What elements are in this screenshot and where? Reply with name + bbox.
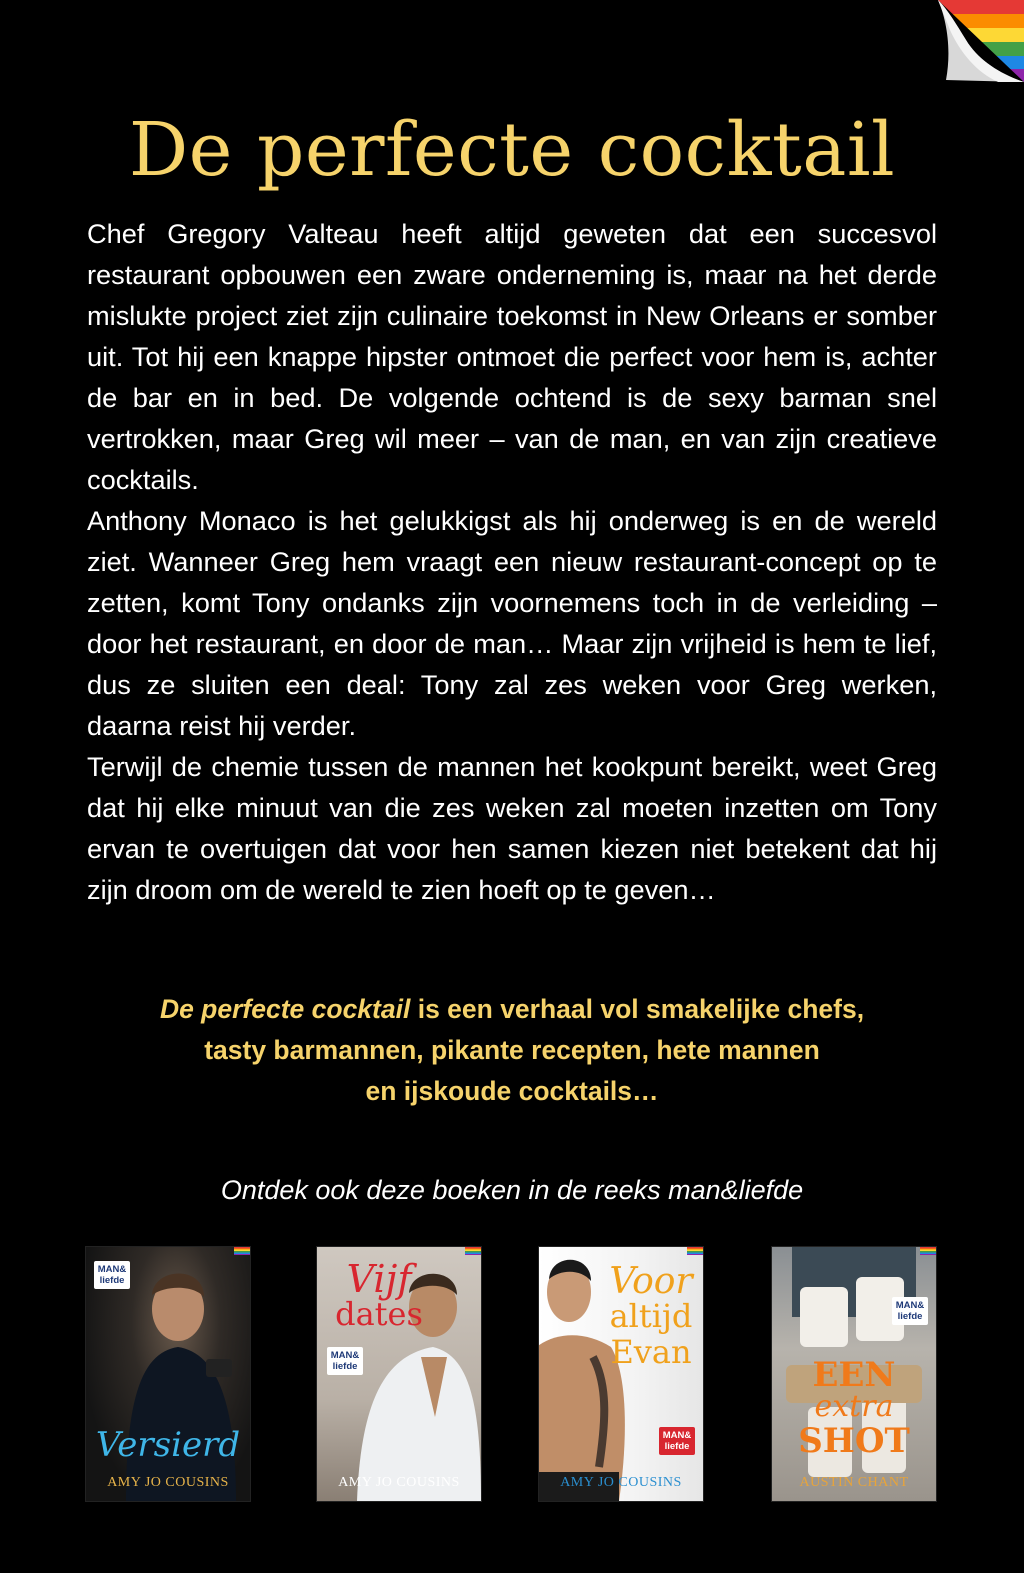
tagline-line-3: en ijskoude cocktails… (365, 1076, 659, 1106)
book-author: AUSTIN CHANT (799, 1475, 909, 1490)
book-cover-versierd[interactable] (86, 1247, 250, 1501)
man-liefde-logo: MAN& liefde (327, 1347, 363, 1375)
book-title-line-2: extra (814, 1389, 894, 1424)
man-liefde-logo: MAN& liefde (892, 1297, 928, 1325)
man-liefde-logo: MAN& liefde (659, 1427, 695, 1455)
book-title-line-1: Vijf (346, 1257, 412, 1301)
book-blurb (87, 213, 937, 910)
book-title-line-2: dates (335, 1295, 423, 1333)
blurb-paragraph: Anthony Monaco is het gelukkigst als hij onderweg is en de wereld ziet. Wanneer Greg hem vraagt een nieuw restaurant-concept op te zetten, komt Tony ondanks zijn voornemens toch in de verleiding – door het restaurant, en door de man… Maar zijn vrijheid is hem te lief, dus ze sluiten een deal: Tony zal zes weken voor Greg werken, daarna reist hij verder. (87, 505, 937, 741)
book-author: AMY JO COUSINS (107, 1475, 229, 1490)
tagline (80, 989, 944, 1112)
page-title: De perfecte cocktail (128, 107, 896, 193)
tagline-line-1 (80, 989, 944, 1030)
book-cover-voor-altijd-evan[interactable] (539, 1247, 703, 1501)
tagline-italic-title: De perfecte cocktail (159, 994, 411, 1024)
tagline-line-2: tasty barmannen, pikante recepten, hete mannen (204, 1035, 820, 1065)
rainbow-flag-page-curl-icon (938, 0, 1024, 82)
book-title-line-1: Voor (609, 1261, 693, 1302)
book-title-line-3: SHOT (798, 1421, 910, 1461)
tagline-line-1-rest: is een verhaal vol smakelijke chefs, (410, 994, 865, 1024)
blurb-paragraph: Chef Gregory Valteau heeft altijd geweten dat een succesvol restaurant opbouwen een zware onderneming is, maar na het derde mislukte project ziet zijn culinaire toekomst in New Orleans er somber uit. Tot hij een knappe hipster ontmoet die perfect voor hem is, achter de bar en in bed. De volgende ochtend is de sexy barman snel vertrokken, maar Greg wil meer – van de man, en van zijn creatieve cocktails. (87, 218, 937, 495)
book-title-line-3: Evan (610, 1333, 692, 1371)
book-cover-vijf-dates[interactable] (317, 1247, 481, 1501)
book-cover-een-extra-shot[interactable] (772, 1247, 936, 1501)
series-promo-heading: Ontdek ook deze boeken in de reeks man&liefde (220, 1175, 804, 1205)
book-title-line-1: EEN (812, 1355, 896, 1395)
book-title: Versierd (95, 1425, 241, 1465)
book-author: AMY JO COUSINS (338, 1475, 460, 1490)
book-author: AMY JO COUSINS (560, 1475, 682, 1490)
blurb-paragraph: Terwijl de chemie tussen de mannen het kookpunt bereikt, weet Greg dat hij elke minuut van die zes weken zal moeten inzetten om Tony ervan te overtuigen dat voor hen samen kiezen niet betekent dat hij zijn droom om de wereld te zien hoeft op te geven… (87, 751, 937, 905)
man-liefde-logo: MAN& liefde (94, 1261, 130, 1289)
book-title-line-2: altijd (609, 1297, 693, 1335)
